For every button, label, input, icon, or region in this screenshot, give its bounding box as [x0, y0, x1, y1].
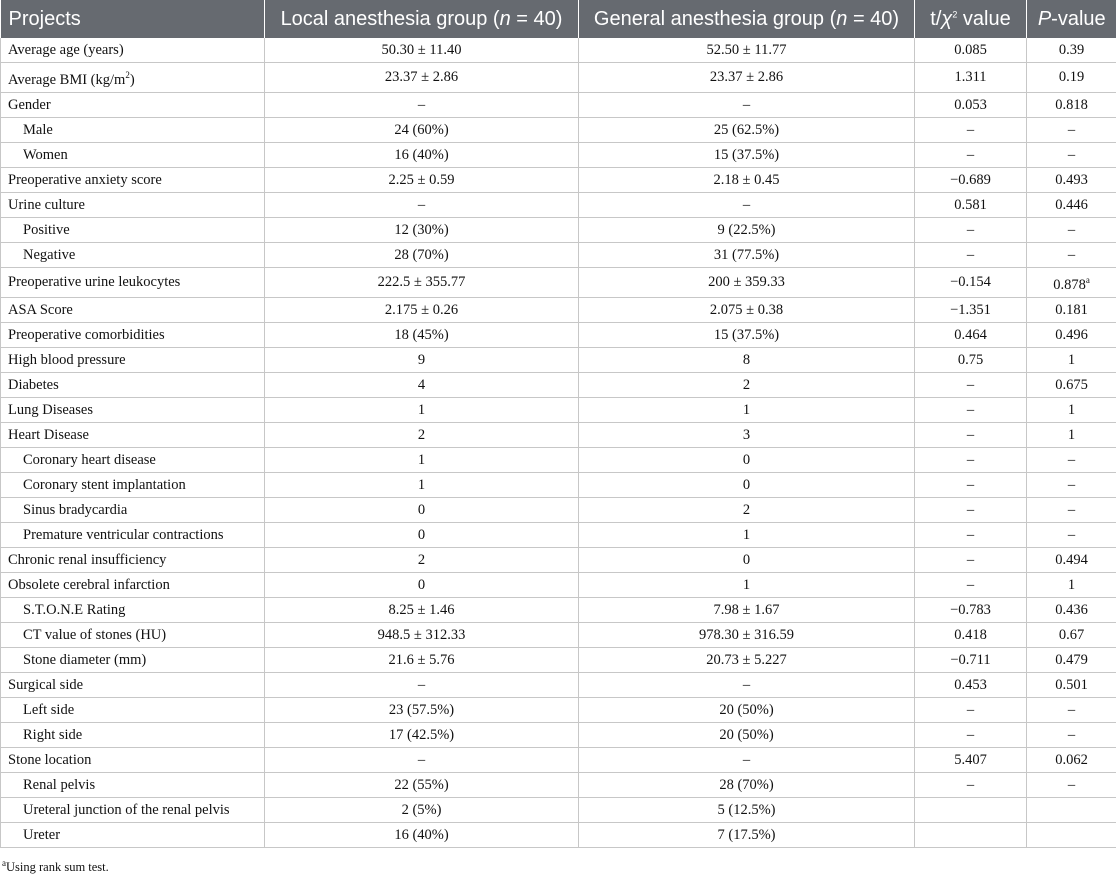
cell-local: 28 (70%)	[265, 242, 579, 267]
cell-general: 0	[579, 472, 915, 497]
cell-local: 2	[265, 547, 579, 572]
table-row	[1, 38, 1116, 63]
table-row	[1, 92, 1116, 117]
cell-general: 1	[579, 397, 915, 422]
cell-local: 0	[265, 572, 579, 597]
table-row	[1, 572, 1116, 597]
cell-t-value: –	[915, 372, 1027, 397]
cell-t-value: –	[915, 572, 1027, 597]
cell-p-value: 0.446	[1027, 192, 1116, 217]
cell-general: –	[579, 192, 915, 217]
cell-t-value: –	[915, 242, 1027, 267]
cell-p-value: 0.494	[1027, 547, 1116, 572]
header-projects: Projects	[1, 0, 265, 38]
cell-t-value: –	[915, 397, 1027, 422]
cell-local: –	[265, 192, 579, 217]
table-row	[1, 117, 1116, 142]
cell-t-value: 0.453	[915, 672, 1027, 697]
cell-project: Coronary heart disease	[1, 447, 265, 472]
cell-project: Preoperative anxiety score	[1, 167, 265, 192]
table-row	[1, 447, 1116, 472]
cell-local: 23.37 ± 2.86	[265, 63, 579, 93]
cell-p-value: 0.181	[1027, 297, 1116, 322]
table-row	[1, 322, 1116, 347]
cell-project: Average age (years)	[1, 38, 265, 63]
cell-project: CT value of stones (HU)	[1, 622, 265, 647]
cell-project: Coronary stent implantation	[1, 472, 265, 497]
cell-t-value: 0.418	[915, 622, 1027, 647]
cell-project: Chronic renal insufficiency	[1, 547, 265, 572]
cell-general: 2.18 ± 0.45	[579, 167, 915, 192]
cell-project: Urine culture	[1, 192, 265, 217]
cell-local: 23 (57.5%)	[265, 697, 579, 722]
table-row	[1, 497, 1116, 522]
cell-local: –	[265, 672, 579, 697]
cell-local: 4	[265, 372, 579, 397]
cell-local: 50.30 ± 11.40	[265, 38, 579, 63]
footnote-mark: a	[2, 858, 6, 868]
cell-p-value	[1027, 797, 1116, 822]
cell-local: 1	[265, 472, 579, 497]
cell-t-value: –	[915, 547, 1027, 572]
cell-p-value	[1027, 822, 1116, 847]
cell-project: Average BMI $(kg/m^2)$	[1, 63, 265, 93]
table-row	[1, 422, 1116, 447]
cell-t-value: –	[915, 142, 1027, 167]
cell-t-value: −1.351	[915, 297, 1027, 322]
cell-general: 8	[579, 347, 915, 372]
cell-p-value: –	[1027, 242, 1116, 267]
cell-general: 1	[579, 572, 915, 597]
cell-local: 1	[265, 447, 579, 472]
cell-general: 20 (50%)	[579, 697, 915, 722]
cell-t-value: 5.407	[915, 747, 1027, 772]
cell-local: 2.25 ± 0.59	[265, 167, 579, 192]
cell-general: 23.37 ± 2.86	[579, 63, 915, 93]
cell-general: 28 (70%)	[579, 772, 915, 797]
cell-general: 15 (37.5%)	[579, 322, 915, 347]
cell-p-value: –	[1027, 217, 1116, 242]
cell-t-value: –	[915, 217, 1027, 242]
cell-p-value: 0.818	[1027, 92, 1116, 117]
cell-local: –	[265, 92, 579, 117]
cell-project: Left side	[1, 697, 265, 722]
table-row	[1, 822, 1116, 847]
cell-project: Preoperative comorbidities	[1, 322, 265, 347]
cell-p-value: 0.062	[1027, 747, 1116, 772]
cell-local: 2 (5%)	[265, 797, 579, 822]
cell-t-value: −0.689	[915, 167, 1027, 192]
header-row	[1, 0, 1116, 38]
cell-project: Gender	[1, 92, 265, 117]
table-row	[1, 297, 1116, 322]
cell-general: 20.73 ± 5.227	[579, 647, 915, 672]
cell-local: 12 (30%)	[265, 217, 579, 242]
table-header	[1, 0, 1116, 38]
cell-local: 16 (40%)	[265, 822, 579, 847]
cell-p-value: –	[1027, 697, 1116, 722]
cell-local: 222.5 ± 355.77	[265, 267, 579, 297]
table-row	[1, 217, 1116, 242]
cell-project: Obsolete cerebral infarction	[1, 572, 265, 597]
cell-p-value: –	[1027, 117, 1116, 142]
cell-local: 16 (40%)	[265, 142, 579, 167]
cell-t-value: –	[915, 472, 1027, 497]
cell-project: ASA Score	[1, 297, 265, 322]
cell-project: Lung Diseases	[1, 397, 265, 422]
cell-local: 948.5 ± 312.33	[265, 622, 579, 647]
cell-project: Ureteral junction of the renal pelvis	[1, 797, 265, 822]
table-row	[1, 747, 1116, 772]
table-row	[1, 472, 1116, 497]
header-local-group: Local anesthesia group (n = 40)	[265, 0, 579, 38]
cell-local: 18 (45%)	[265, 322, 579, 347]
cell-general: 20 (50%)	[579, 722, 915, 747]
cell-p-value: 0.67	[1027, 622, 1116, 647]
cell-general: 0	[579, 447, 915, 472]
cell-t-value: 0.581	[915, 192, 1027, 217]
cell-t-value: −0.783	[915, 597, 1027, 622]
table-row	[1, 697, 1116, 722]
cell-t-value: –	[915, 697, 1027, 722]
table-row	[1, 63, 1116, 93]
cell-project: Women	[1, 142, 265, 167]
cell-general: 2	[579, 372, 915, 397]
cell-local: 24 (60%)	[265, 117, 579, 142]
cell-local: –	[265, 747, 579, 772]
cell-t-value: 1.311	[915, 63, 1027, 93]
cell-project: High blood pressure	[1, 347, 265, 372]
cell-project: Stone diameter (mm)	[1, 647, 265, 672]
cell-general: 7 (17.5%)	[579, 822, 915, 847]
table-row	[1, 522, 1116, 547]
cell-project: Stone location	[1, 747, 265, 772]
cell-project: Premature ventricular contractions	[1, 522, 265, 547]
cell-t-value: 0.464	[915, 322, 1027, 347]
table-row	[1, 547, 1116, 572]
cell-t-value: –	[915, 422, 1027, 447]
cell-p-value: 0.436	[1027, 597, 1116, 622]
cell-local: 2	[265, 422, 579, 447]
cell-p-value: 0.496	[1027, 322, 1116, 347]
table-row	[1, 167, 1116, 192]
cell-general: 1	[579, 522, 915, 547]
cell-p-value: –	[1027, 497, 1116, 522]
cell-p-value: –	[1027, 142, 1116, 167]
cell-project: Right side	[1, 722, 265, 747]
cell-project: S.T.O.N.E Rating	[1, 597, 265, 622]
cell-t-value: –	[915, 522, 1027, 547]
cell-local: 2.175 ± 0.26	[265, 297, 579, 322]
cell-general: 2.075 ± 0.38	[579, 297, 915, 322]
table-row	[1, 772, 1116, 797]
header-p-value: P-value	[1027, 0, 1116, 38]
cell-project: Male	[1, 117, 265, 142]
cell-local: 0	[265, 522, 579, 547]
cell-t-value	[915, 822, 1027, 847]
cell-t-value: 0.085	[915, 38, 1027, 63]
cell-p-value: 1	[1027, 397, 1116, 422]
cell-t-value: −0.711	[915, 647, 1027, 672]
cell-local: 8.25 ± 1.46	[265, 597, 579, 622]
table-row	[1, 267, 1116, 297]
cell-local: 21.6 ± 5.76	[265, 647, 579, 672]
cell-p-value: –	[1027, 722, 1116, 747]
cell-p-value: 0.493	[1027, 167, 1116, 192]
cell-general: 9 (22.5%)	[579, 217, 915, 242]
cell-general: 2	[579, 497, 915, 522]
table-row	[1, 797, 1116, 822]
table-row	[1, 597, 1116, 622]
table-row	[1, 142, 1116, 167]
cell-project: Sinus bradycardia	[1, 497, 265, 522]
cell-general: –	[579, 672, 915, 697]
table-row	[1, 242, 1116, 267]
cell-t-value: –	[915, 117, 1027, 142]
cell-general: 5 (12.5%)	[579, 797, 915, 822]
cell-t-value: –	[915, 447, 1027, 472]
cell-p-value: 1	[1027, 422, 1116, 447]
cell-p-value: 0.675	[1027, 372, 1116, 397]
cell-p-value: 0.39	[1027, 38, 1116, 63]
cell-project: Surgical side	[1, 672, 265, 697]
cell-p-value: 0.501	[1027, 672, 1116, 697]
cell-p-value: 0.479	[1027, 647, 1116, 672]
cell-project: Renal pelvis	[1, 772, 265, 797]
cell-general: 0	[579, 547, 915, 572]
cell-project: Negative	[1, 242, 265, 267]
cell-local: 22 (55%)	[265, 772, 579, 797]
cell-general: 978.30 ± 316.59	[579, 622, 915, 647]
cell-general: 25 (62.5%)	[579, 117, 915, 142]
cell-t-value: 0.75	[915, 347, 1027, 372]
cell-t-value: –	[915, 722, 1027, 747]
cell-project: Preoperative urine leukocytes	[1, 267, 265, 297]
cell-project: Heart Disease	[1, 422, 265, 447]
header-t-chi-value: $t/\chi^2$ value	[915, 0, 1027, 38]
cell-project: Diabetes	[1, 372, 265, 397]
cell-p-value: 0.19	[1027, 63, 1116, 93]
table-body	[1, 38, 1116, 847]
cell-general: 52.50 ± 11.77	[579, 38, 915, 63]
cell-local: 0	[265, 497, 579, 522]
cell-local: 9	[265, 347, 579, 372]
cell-t-value: −0.154	[915, 267, 1027, 297]
cell-general: 3	[579, 422, 915, 447]
cell-general: 31 (77.5%)	[579, 242, 915, 267]
cell-p-value: 1	[1027, 572, 1116, 597]
table-row	[1, 192, 1116, 217]
cell-general: 15 (37.5%)	[579, 142, 915, 167]
table-row	[1, 397, 1116, 422]
cell-p-value: –	[1027, 472, 1116, 497]
cell-general: 200 ± 359.33	[579, 267, 915, 297]
cell-t-value: –	[915, 497, 1027, 522]
cell-t-value: –	[915, 772, 1027, 797]
cell-local: 17 (42.5%)	[265, 722, 579, 747]
cell-local: 1	[265, 397, 579, 422]
cell-p-value: –	[1027, 772, 1116, 797]
table-row	[1, 722, 1116, 747]
cell-general: –	[579, 747, 915, 772]
cell-t-value	[915, 797, 1027, 822]
table-row	[1, 672, 1116, 697]
table-row	[1, 647, 1116, 672]
cell-p-value: –	[1027, 447, 1116, 472]
cell-project: Positive	[1, 217, 265, 242]
cell-p-value: 0.878$^a$	[1027, 267, 1116, 297]
table-row	[1, 622, 1116, 647]
table-row	[1, 347, 1116, 372]
footnote	[0, 858, 1116, 875]
cell-general: –	[579, 92, 915, 117]
table-row	[1, 372, 1116, 397]
header-general-group: General anesthesia group (n = 40)	[579, 0, 915, 38]
cell-p-value: –	[1027, 522, 1116, 547]
cell-general: 7.98 ± 1.67	[579, 597, 915, 622]
cell-p-value: 1	[1027, 347, 1116, 372]
cell-t-value: 0.053	[915, 92, 1027, 117]
cell-project: Ureter	[1, 822, 265, 847]
footnote-text: Using rank sum test.	[6, 860, 109, 874]
